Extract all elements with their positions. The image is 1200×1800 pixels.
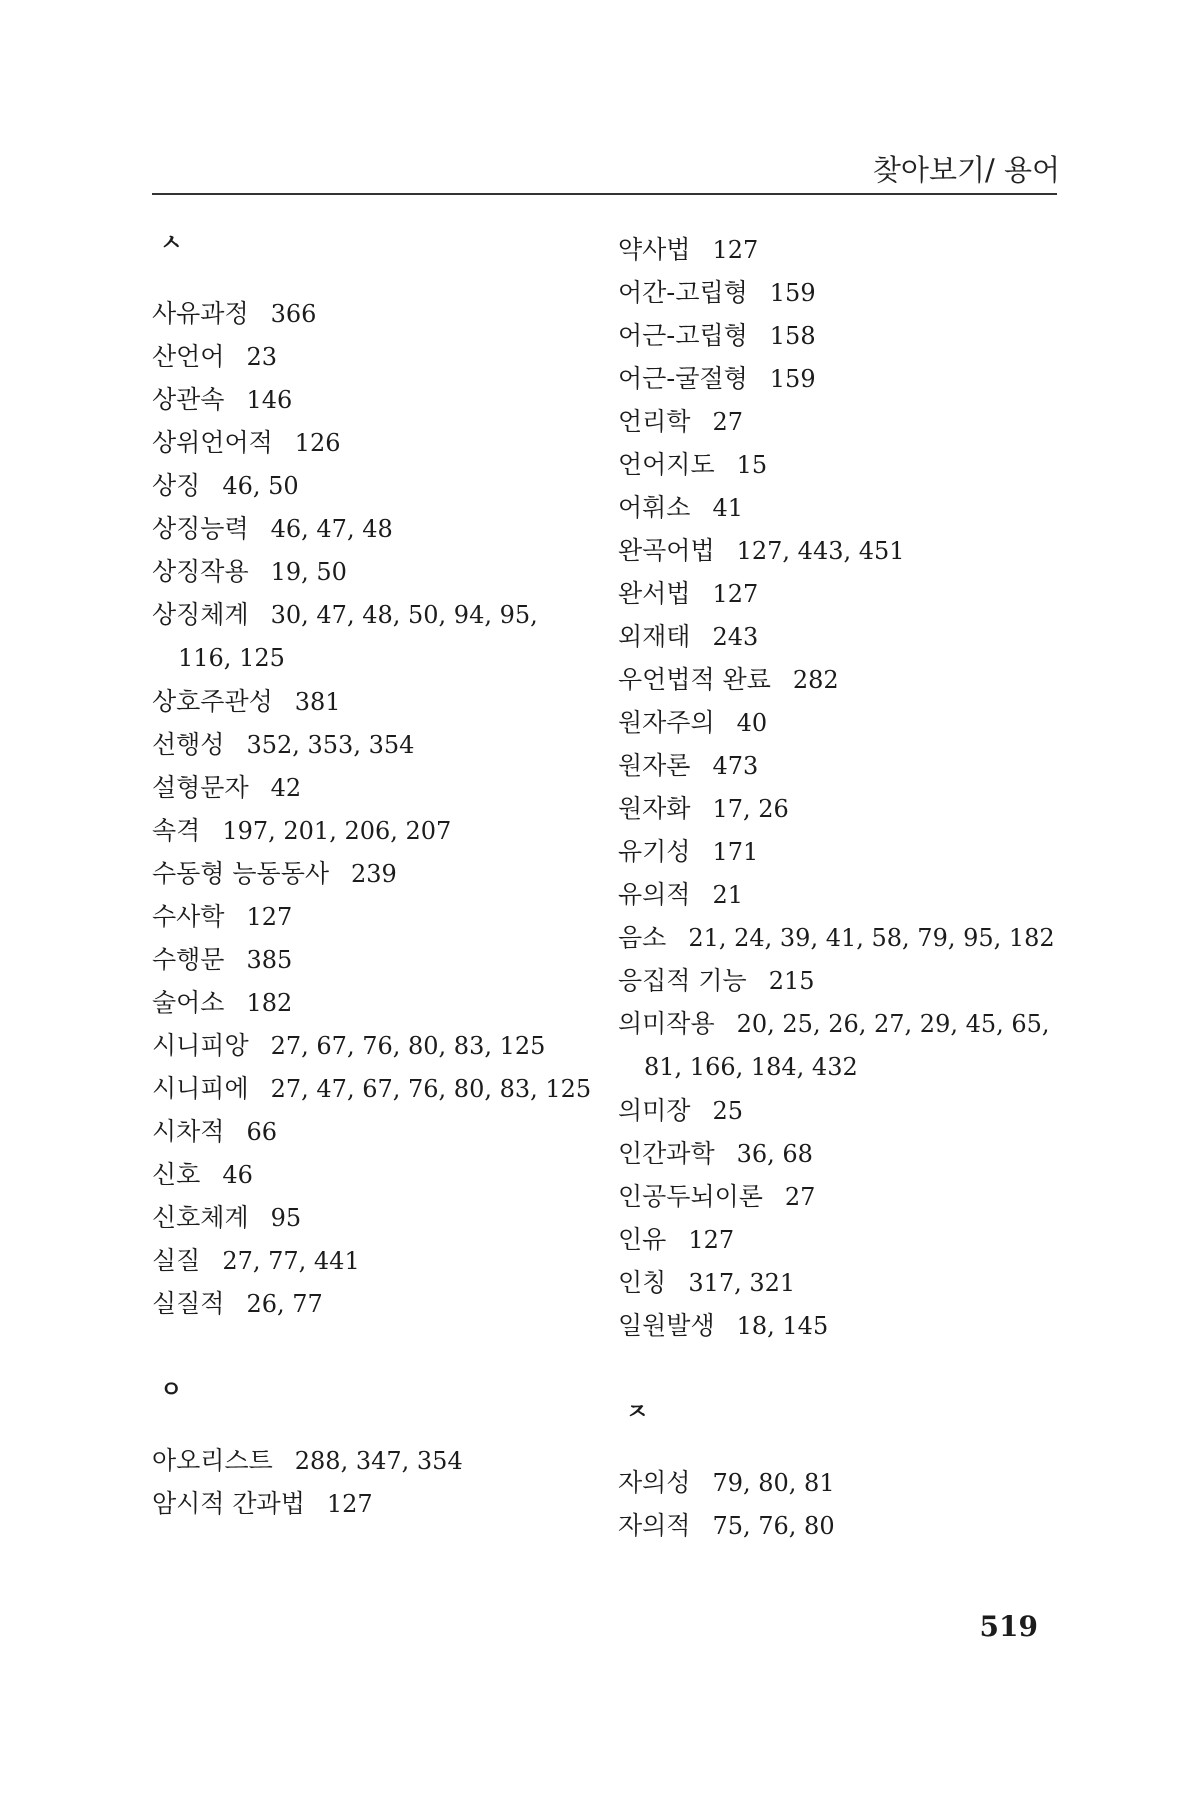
entry-term: 신호체계 — [152, 1203, 249, 1232]
entry-pages: 158 — [769, 322, 816, 350]
index-entry — [152, 378, 582, 421]
entry-term: 인칭 — [618, 1268, 667, 1297]
entry-pages: 27, 47, 67, 76, 80, 83, 125 — [270, 1075, 592, 1103]
entry-pages: 30, 47, 48, 50, 94, 95, 116, 125 — [178, 601, 538, 672]
index-entry — [152, 1024, 582, 1067]
entry-term: 수행문 — [152, 945, 225, 974]
entry-term: 유기성 — [618, 837, 691, 866]
index-entry — [152, 1067, 592, 1110]
entry-term: 수사학 — [152, 902, 225, 931]
entry-pages: 46, 47, 48 — [270, 515, 393, 543]
index-entry — [618, 959, 1078, 1002]
index-entry — [618, 1175, 1078, 1218]
index-entry — [618, 787, 1078, 830]
entry-term: 술어소 — [152, 988, 225, 1017]
index-entry — [152, 680, 582, 723]
index-entry — [152, 335, 582, 378]
index-entry — [618, 400, 1078, 443]
section-heading-j: ㅈ — [626, 1399, 649, 1425]
entry-pages: 127 — [688, 1226, 735, 1254]
index-entry — [618, 615, 1078, 658]
index-entry — [152, 507, 582, 550]
entry-term: 시차적 — [152, 1117, 225, 1146]
entry-term: 응집적 기능 — [618, 966, 747, 995]
section-heading-o: ㅇ — [160, 1377, 183, 1403]
index-entry — [152, 938, 582, 981]
entry-pages: 46 — [222, 1161, 253, 1189]
entry-pages: 385 — [246, 946, 293, 974]
index-entry — [152, 895, 582, 938]
index-entry — [618, 1002, 1078, 1089]
entry-term: 인공두뇌이론 — [618, 1182, 763, 1211]
entry-pages: 171 — [712, 838, 759, 866]
entry-term: 사유과정 — [152, 299, 249, 328]
index-entry — [618, 1132, 1078, 1175]
entry-pages: 75, 76, 80 — [712, 1512, 835, 1540]
index-entry — [618, 314, 1078, 357]
right-column — [618, 228, 1078, 1547]
entry-term: 우언법적 완료 — [618, 665, 771, 694]
index-entry — [152, 809, 582, 852]
section-heading-s: ㅅ — [160, 230, 183, 256]
index-entry — [152, 1110, 582, 1153]
page-number: 519 — [979, 1610, 1038, 1643]
entry-term: 속격 — [152, 816, 201, 845]
index-entry — [618, 830, 1078, 873]
index-entry — [152, 852, 582, 895]
index-entry — [618, 271, 1078, 314]
entry-term: 상징능력 — [152, 514, 249, 543]
entry-term: 외재태 — [618, 622, 691, 651]
entry-pages: 95 — [270, 1204, 302, 1232]
entry-pages: 159 — [769, 365, 816, 393]
entry-pages: 25 — [712, 1097, 743, 1125]
index-entry — [152, 766, 582, 809]
entry-pages: 197, 201, 206, 207 — [222, 817, 452, 845]
entry-term: 어간-고립형 — [618, 278, 748, 307]
index-entry — [618, 443, 1078, 486]
entry-term: 실질적 — [152, 1289, 225, 1318]
entry-term: 상호주관성 — [152, 687, 273, 716]
entry-term: 상징 — [152, 471, 201, 500]
index-entry — [152, 292, 582, 335]
entry-term: 약사법 — [618, 235, 691, 264]
entry-pages: 79, 80, 81 — [712, 1469, 835, 1497]
entry-pages: 27, 77, 441 — [222, 1247, 360, 1275]
entry-pages: 282 — [792, 666, 839, 694]
index-entry — [618, 701, 1078, 744]
index-entry — [618, 744, 1078, 787]
entry-pages: 146 — [246, 386, 293, 414]
entry-pages: 27 — [712, 408, 743, 436]
entry-pages: 239 — [351, 860, 397, 888]
entry-term: 상징작용 — [152, 557, 249, 586]
entry-pages: 127 — [326, 1490, 373, 1518]
entry-term: 원자론 — [618, 751, 691, 780]
entry-term: 의미장 — [618, 1096, 691, 1125]
index-entry — [618, 1261, 1078, 1304]
entry-term: 유의적 — [618, 880, 691, 909]
left-column — [152, 228, 592, 1525]
index-entry — [618, 572, 1078, 615]
index-entry — [618, 1304, 1078, 1347]
index-entry — [152, 550, 582, 593]
entry-pages: 352, 353, 354 — [246, 731, 415, 759]
entry-pages: 27 — [784, 1183, 816, 1211]
entry-term: 시니피앙 — [152, 1031, 249, 1060]
entry-pages: 21, 24, 39, 41, 58, 79, 95, 182 — [688, 924, 1055, 952]
entry-term: 상관속 — [152, 385, 225, 414]
index-entry — [152, 723, 582, 766]
entry-term: 원자주의 — [618, 708, 715, 737]
index-entry — [152, 1153, 582, 1196]
entry-term: 인간과학 — [618, 1139, 715, 1168]
entry-term: 원자화 — [618, 794, 691, 823]
entry-term: 상징체계 — [152, 600, 249, 629]
index-entry — [152, 1439, 582, 1482]
entry-term: 암시적 간과법 — [152, 1489, 305, 1518]
entry-pages: 19, 50 — [270, 558, 347, 586]
entry-pages: 215 — [768, 967, 815, 995]
entry-term: 시니피에 — [152, 1074, 249, 1103]
entry-pages: 15 — [736, 451, 768, 479]
entry-term: 언리학 — [618, 407, 691, 436]
entry-pages: 36, 68 — [736, 1140, 813, 1168]
index-entry — [618, 658, 1078, 701]
entry-list-s — [152, 292, 592, 1325]
entry-pages: 40 — [736, 709, 768, 737]
running-header-title: 찾아보기/ 용어 — [872, 153, 1060, 187]
index-entry — [618, 357, 1078, 400]
entry-list-o — [152, 1439, 582, 1525]
index-entry — [152, 1239, 582, 1282]
entry-pages: 317, 321 — [688, 1269, 796, 1297]
entry-pages: 23 — [246, 343, 277, 371]
header-rule — [152, 193, 1057, 195]
entry-list-j — [618, 1461, 1078, 1547]
entry-pages: 66 — [246, 1118, 277, 1146]
entry-pages: 46, 50 — [222, 472, 299, 500]
entry-pages: 26, 77 — [246, 1290, 323, 1318]
index-entry — [152, 421, 582, 464]
index-entry — [618, 486, 1078, 529]
entry-pages: 288, 347, 354 — [294, 1447, 463, 1475]
entry-pages: 42 — [270, 774, 302, 802]
entry-term: 인유 — [618, 1225, 667, 1254]
entry-pages: 127, 443, 451 — [736, 537, 905, 565]
entry-pages: 243 — [712, 623, 759, 651]
index-entry — [152, 464, 582, 507]
entry-term: 음소 — [618, 923, 667, 952]
index-entry — [618, 1504, 1078, 1547]
entry-term: 어근-고립형 — [618, 321, 748, 350]
entry-term: 언어지도 — [618, 450, 715, 479]
entry-pages: 18, 145 — [736, 1312, 829, 1340]
entry-pages: 20, 25, 26, 27, 29, 45, 65, 81, 166, 184, 432 — [644, 1010, 1050, 1081]
entry-pages: 17, 26 — [712, 795, 789, 823]
index-entry — [618, 529, 1078, 572]
entry-term: 의미작용 — [618, 1009, 715, 1038]
entry-pages: 182 — [246, 989, 293, 1017]
index-entry — [152, 1282, 582, 1325]
entry-pages: 27, 67, 76, 80, 83, 125 — [270, 1032, 546, 1060]
entry-term: 수동형 능동동사 — [152, 859, 329, 888]
entry-term: 완곡어법 — [618, 536, 715, 565]
entry-term: 완서법 — [618, 579, 691, 608]
index-entry — [618, 1089, 1078, 1132]
entry-pages: 126 — [294, 429, 341, 457]
index-entry — [618, 873, 1078, 916]
entry-pages: 473 — [712, 752, 759, 780]
entry-term: 설형문자 — [152, 773, 249, 802]
entry-pages: 381 — [294, 688, 341, 716]
entry-term: 실질 — [152, 1246, 201, 1275]
index-entry — [152, 1196, 582, 1239]
index-entry — [152, 1482, 582, 1525]
entry-term: 자의적 — [618, 1511, 691, 1540]
entry-term: 선행성 — [152, 730, 225, 759]
entry-pages: 127 — [712, 236, 759, 264]
entry-pages: 366 — [270, 300, 317, 328]
entry-pages: 159 — [769, 279, 816, 307]
index-entry — [618, 1218, 1078, 1261]
entry-term: 자의성 — [618, 1468, 691, 1497]
entry-term: 어휘소 — [618, 493, 691, 522]
index-entry — [618, 228, 1078, 271]
entry-pages: 127 — [712, 580, 759, 608]
index-entry — [152, 981, 582, 1024]
entry-term: 상위언어적 — [152, 428, 273, 457]
entry-term: 신호 — [152, 1160, 201, 1189]
index-entry — [618, 916, 1078, 959]
entry-term: 어근-굴절형 — [618, 364, 748, 393]
index-entry — [152, 593, 582, 680]
entry-pages: 21 — [712, 881, 743, 909]
entry-pages: 127 — [246, 903, 293, 931]
entry-term: 산언어 — [152, 342, 225, 371]
entry-term: 일원발생 — [618, 1311, 715, 1340]
entry-pages: 41 — [712, 494, 743, 522]
entry-term: 아오리스트 — [152, 1446, 273, 1475]
entry-list-o-continued — [618, 228, 1078, 1347]
index-entry — [618, 1461, 1078, 1504]
